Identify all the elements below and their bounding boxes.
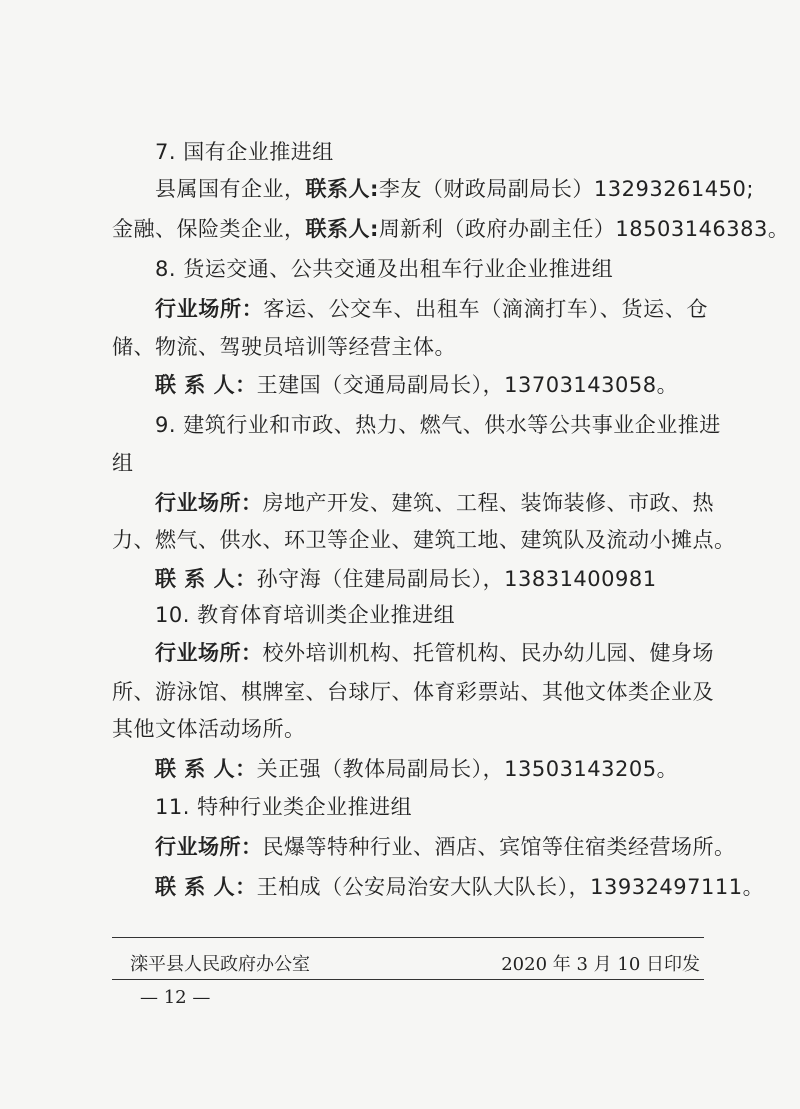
section-11-contact-label: 联 系 人： [155,875,257,899]
section-7-l2-text: 金融、保险类企业， [112,217,306,241]
section-11-place-line-1 [155,830,736,864]
section-7-heading: 7. 国有企业推进组 [155,140,334,164]
section-8-place-line-1 [155,292,708,326]
section-9-contact-label: 联 系 人： [155,567,257,591]
section-10-place-2: 所、游泳馆、棋牌室、台球厅、体育彩票站、其他文体类企业及 [112,680,714,704]
section-7-line-1 [155,172,754,206]
section-11-place-1: 民爆等特种行业、酒店、宾馆等住宿类经营场所。 [262,835,736,859]
section-10-contact-value: 关正强（教体局副局长），13503143205。 [256,757,679,781]
section-10-place-3: 其他文体活动场所。 [112,717,306,741]
section-9-contact [155,562,708,596]
section-10-contact [155,752,708,786]
section-9-heading-2: 组 [112,451,134,475]
section-10-heading: 10. 教育体育培训类企业推进组 [155,603,456,627]
section-9-place-label: 行业场所： [155,491,263,515]
section-11-heading: 11. 特种行业类企业推进组 [155,795,413,819]
section-11-place-label: 行业场所： [155,835,263,859]
section-9-heading-1: 9. 建筑行业和市政、热力、燃气、供水等公共事业企业推进 [155,413,721,437]
section-10-place-label: 行业场所： [155,641,263,665]
section-9-place-line-1 [155,486,714,520]
section-7-l2-label: 联系人: [305,217,379,241]
section-7-line-2 [112,212,790,246]
section-8-contact [155,368,708,402]
section-7-l1-value: 李友（财政局副局长）13293261450; [378,177,754,201]
section-9-place-2: 力、燃气、供水、环卫等企业、建筑工地、建筑队及流动小摊点。 [112,528,736,552]
section-8-place-label: 行业场所： [155,297,264,321]
section-8-place-2: 储、物流、驾驶员培训等经营主体。 [112,335,456,359]
footer-issuer: 滦平县人民政府办公室 [130,954,310,975]
footer-date: 2020 年 3 月 10 日印发 [501,954,700,975]
section-10-contact-label: 联 系 人： [155,757,257,781]
section-9-place-1: 房地产开发、建筑、工程、装饰装修、市政、热 [262,491,714,515]
section-8-contact-value: 王建国（交通局副局长），13703143058。 [256,373,679,397]
footer-bottom-rule [112,979,704,980]
section-11-contact-value: 王柏成（公安局治安大队大队长），13932497111。 [256,875,765,899]
section-9-contact-value: 孙守海（住建局副局长），13831400981 [256,567,657,591]
page-number: — 12 — [140,987,211,1008]
section-8-contact-label: 联 系 人： [155,373,257,397]
section-7-l2-value: 周新利（政府办副主任）18503146383。 [378,217,790,241]
section-7-l1-text: 县属国有企业， [155,177,306,201]
section-8-place-1: 客运、公交车、出租车（滴滴打车）、货运、仓 [263,297,709,321]
footer-top-rule [112,937,704,938]
section-7-l1-label: 联系人: [305,177,379,201]
section-11-contact [155,870,765,904]
section-10-place-line-1 [155,636,714,670]
section-8-heading: 8. 货运交通、公共交通及出租车行业企业推进组 [155,257,614,281]
section-10-place-1: 校外培训机构、托管机构、民办幼儿园、健身场 [262,641,714,665]
